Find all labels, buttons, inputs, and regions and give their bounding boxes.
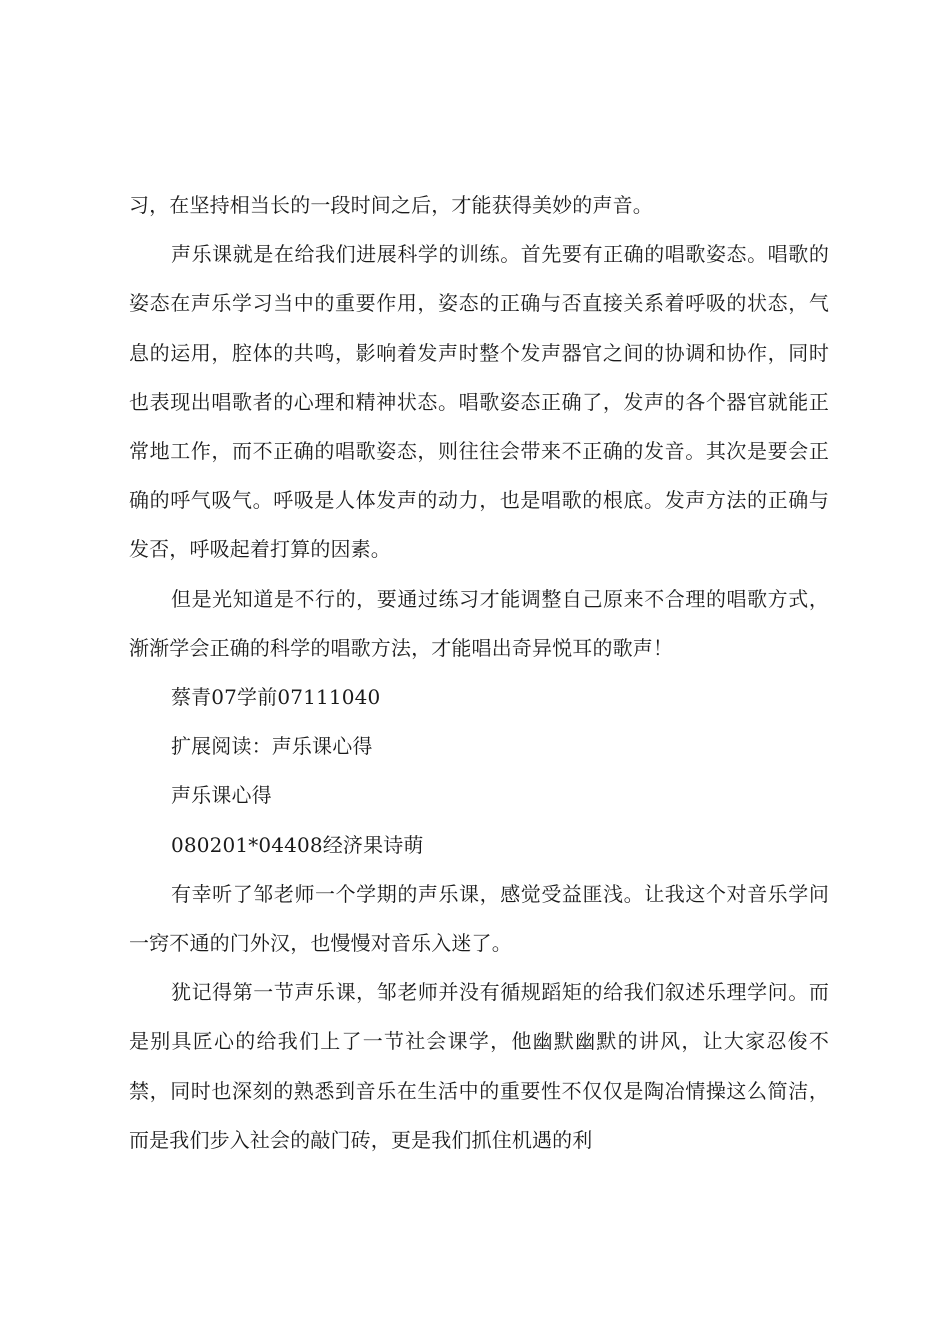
paragraph-intro: 有幸听了邹老师一个学期的声乐课，感觉受益匪浅。让我这个对音乐学问一窍不通的门外汉，也慢慢对音乐入迷了。	[129, 881, 829, 956]
author-id-line: 080201*04408经济果诗萌	[171, 832, 424, 857]
paragraph-practice: 但是光知道是不行的，要通过练习才能调整自己原来不合理的唱歌方式，渐渐学会正确的科学的唱歌方法，才能唱出奇异悦耳的歌声！	[129, 586, 829, 660]
section-title: 声乐课心得	[171, 783, 272, 808]
paragraph-first-class: 犹记得第一节声乐课，邹老师并没有循规蹈矩的给我们叙述乐理学问。而是别具匠心的给我们上了一节社会课学，他幽默幽默的讲风，让大家忍俊不禁，同时也深刻的熟悉到音乐在生活中的重要性不仅仅是陶冶情操这么简洁，而是我们步入社会的敲门砖，更是我们抓住机遇的利	[129, 980, 829, 1152]
document-body	[129, 181, 829, 1165]
author-line: 蔡青07学前07111040	[171, 685, 381, 710]
paragraph-continuation: 习，在坚持相当长的一段时间之后，才能获得美妙的声音。	[129, 193, 653, 217]
paragraph-singing-posture: 声乐课就是在给我们进展科学的训练。首先要有正确的唱歌姿态。唱歌的姿态在声乐学习当中的重要作用，姿态的正确与否直接关系着呼吸的状态，气息的运用，腔体的共鸣，影响着发声时整个发声器官之间的协调和协作，同时也表现出唱歌者的心理和精神状态。唱歌姿态正确了，发声的各个器官就能正常地工作，而不正确的唱歌姿态，则往往会带来不正确的发音。其次是要会正确的呼气吸气。呼吸是人体发声的动力，也是唱歌的根底。发声方法的正确与发否，呼吸起着打算的因素。	[129, 242, 829, 562]
extended-reading-heading: 扩展阅读：声乐课心得	[171, 734, 373, 759]
